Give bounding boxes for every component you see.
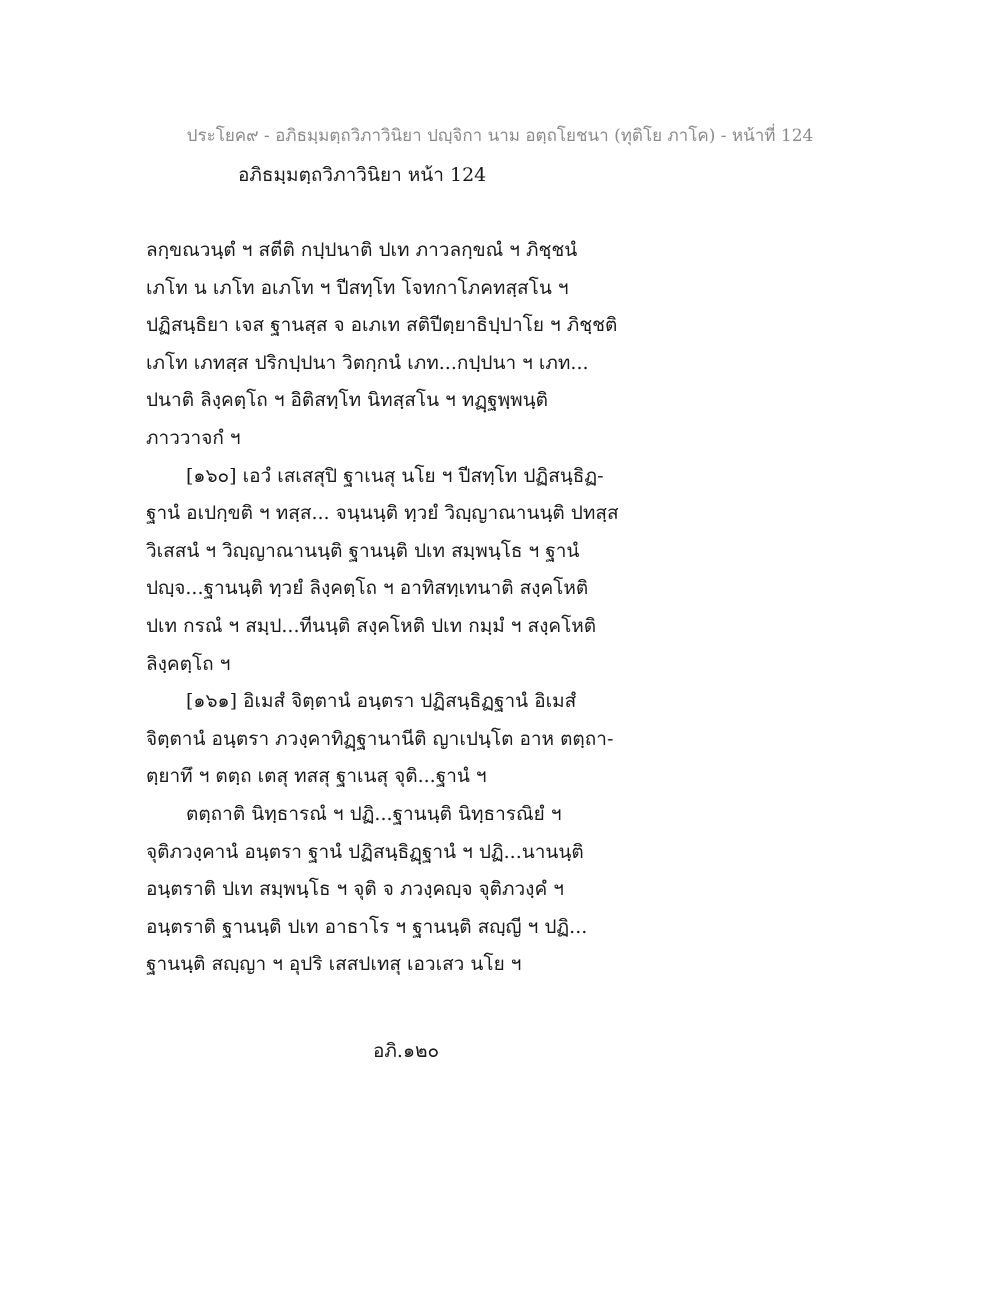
text-line: วิเสสนํ ฯ วิญฺญาณานนฺติ ฐานนฺติ ปเท สมฺพนฺโธ ฯ ฐานํ <box>146 539 580 562</box>
text-line: ตฺยาทึ ฯ ตตฺถ เตสุ ทสสุ ฐาเนสุ จุติ...ฐานํ ฯ <box>146 765 487 788</box>
text-line: ลกฺขณวนฺตํ ฯ สตีติ กปฺปนาติ ปเท ภาวลกฺขณํ ฯ ภิชฺชนํ <box>146 239 578 261</box>
text-line: จิตฺตานํ อนฺตรา ภวงฺคาทิฏฺฐานานีติ ญาเปนฺโต อาห ตตฺถา- <box>146 727 614 750</box>
text-line: อนฺตราติ ฐานนฺติ ปเท อาธาโร ฯ ฐานนฺติ สญฺญี ฯ ปฏิ... <box>146 915 588 938</box>
text-line: ปญฺจ...ฐานนฺติ ทฺวยํ ลิงฺคตฺโถ ฯ อาทิสทฺเทนาติ สงฺคโหติ <box>146 577 589 600</box>
running-header: ประโยค๙ - อภิธมฺมตฺถวิภาวินิยา ปญฺจิกา นาม อตฺถโยชนา (ทุติโย ภาโค) - หน้าที่ 124 <box>186 126 814 146</box>
text-line: เภโท น เภโท อเภโท ฯ ปีสทฺโท โจทกาโภคทสฺสโน ฯ <box>146 276 569 299</box>
text-line: ฐานนฺติ สญฺญา ฯ อุปริ เสสปเทสุ เอวเสว นโย ฯ <box>146 953 522 976</box>
page-title: อภิธมฺมตฺถวิภาวินิยา หน้า 124 <box>238 164 487 186</box>
text-line: อนฺตราติ ปเท สมฺพนฺโธ ฯ จุติ จ ภวงฺคญฺจ จุติภวงฺคํ ฯ <box>146 878 564 901</box>
body-text <box>146 232 866 984</box>
paragraph-start-161: [๑๖๑] อิเมสํ จิตฺตานํ อนฺตรา ปฏิสนฺธิฏฐานํ อิเมสํ <box>186 690 577 713</box>
paragraph-start: ตตฺถาติ นิทฺธารณํ ฯ ปฏิ...ฐานนฺติ นิทฺธารณิยํ ฯ <box>186 802 562 825</box>
text-line: จุติภวงฺคานํ อนฺตรา ฐานํ ปฏิสนฺธิฏฺฐานํ ฯ ปฏิ...นานนฺติ <box>146 840 584 863</box>
text-line: เภโท เภทสฺส ปริกปฺปนา วิตกฺกนํ เภท...กปฺปนา ฯ เภท... <box>146 351 589 374</box>
text-line: ปนาติ ลิงฺคตฺโถ ฯ อิติสทฺโท นิทสฺสโน ฯ ทฏฺฐพฺพนฺติ <box>146 389 548 412</box>
text-line: ฐานํ อเปกฺขติ ฯ ทสฺส... จนฺนนฺติ ทฺวยํ วิญฺญาณานนฺติ ปทสฺส <box>146 502 619 525</box>
paragraph-start-160: [๑๖๐] เอวํ เสเสสุปิ ฐาเนสุ นโย ฯ ปีสทฺโท ปฏิสนฺธิฏ- <box>186 464 604 487</box>
page-footer-code: อภิ.๑๒๐ <box>373 1040 440 1062</box>
text-line: ปฏิสนฺธิยา เจส ฐานสฺส จ อเภเท สติปีตฺยาธิปฺปาโย ฯ ภิชฺชติ <box>146 314 618 337</box>
text-line: ภาววาจกํ ฯ <box>146 426 241 449</box>
text-line: ปเท กรณํ ฯ สมฺป...ทีนนฺติ สงฺคโหติ ปเท กมฺมํ ฯ สงฺคโหติ <box>146 614 597 637</box>
text-line: ลิงฺคตฺโถ ฯ <box>146 652 231 675</box>
